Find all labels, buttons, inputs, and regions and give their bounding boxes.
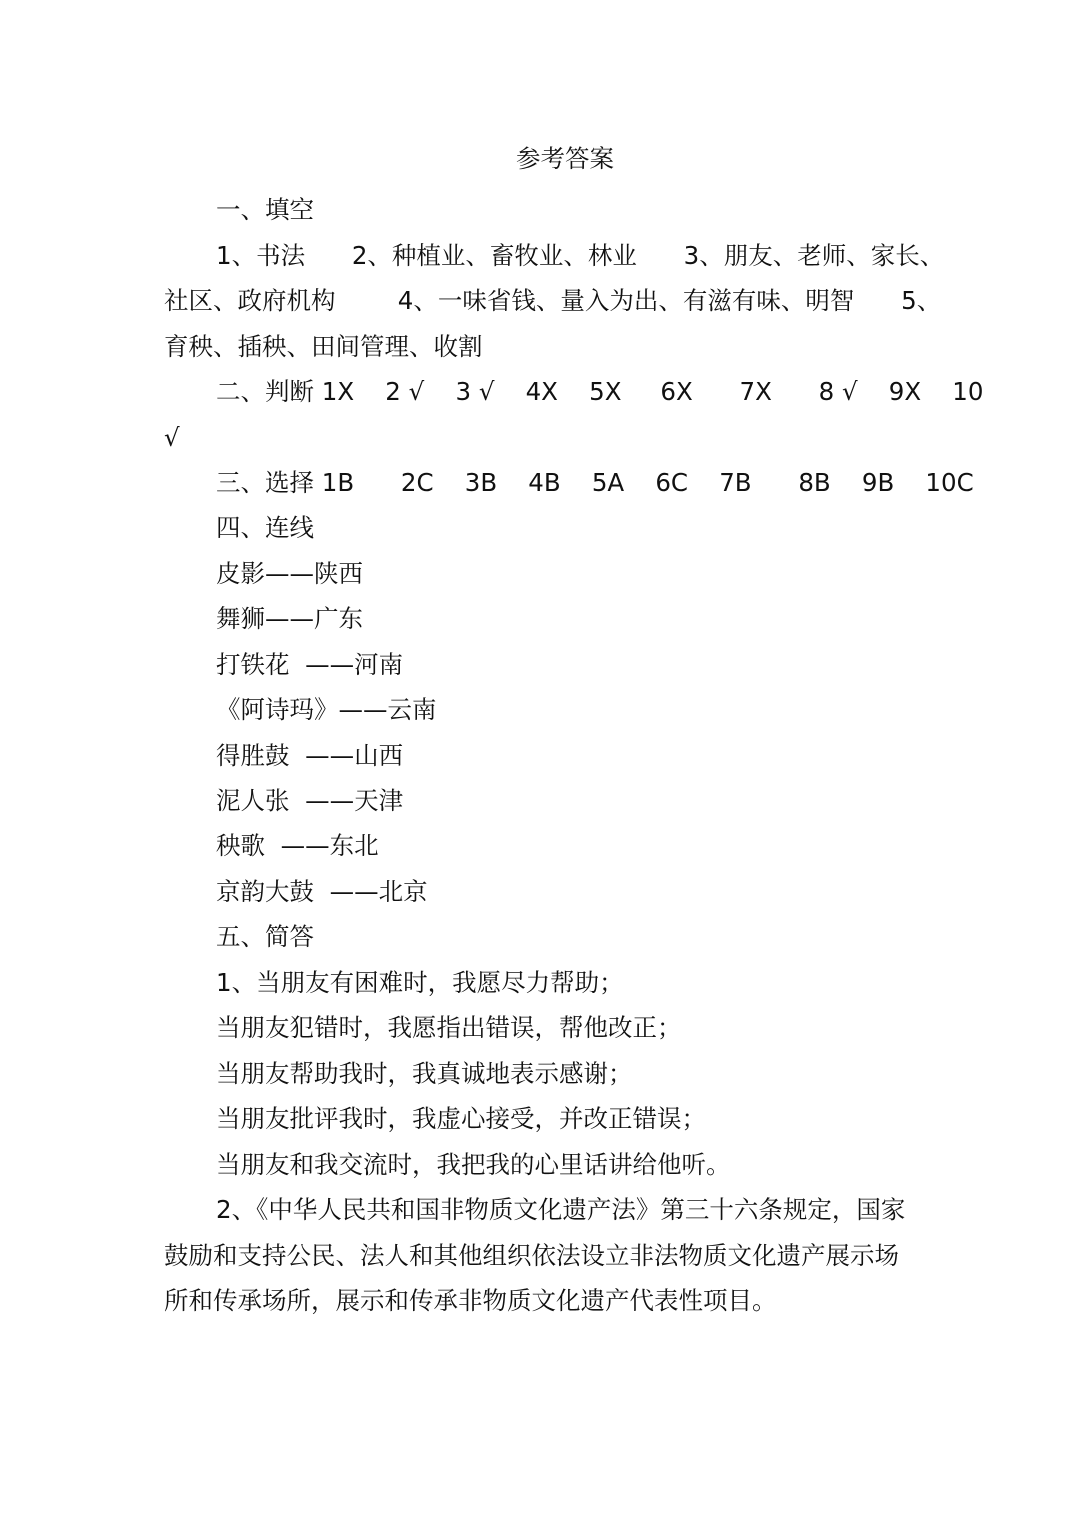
- page-title: 参考答案: [516, 144, 614, 173]
- fill-blank-answer-line: 1、书法 2、种植业、畜牧业、林业 3、朋友、老师、家长、: [216, 241, 945, 270]
- section-short-answer-heading: 五、简答: [216, 922, 314, 951]
- matching-item: 秧歌 ——东北: [216, 831, 379, 860]
- matching-item: 《阿诗玛》——云南: [216, 695, 437, 724]
- choice-answer-line: 三、选择 1B 2C 3B 4B 5A 6C 7B 8B 9B 10C: [216, 468, 974, 497]
- matching-item: 泥人张 ——天津: [216, 786, 404, 815]
- matching-item: 舞狮——广东: [216, 604, 363, 633]
- fill-blank-answer-line: 社区、政府机构 4、一味省钱、量入为出、有滋有味、明智 5、: [164, 286, 942, 315]
- matching-item: 皮影——陕西: [216, 559, 363, 588]
- short-answer-line: 鼓励和支持公民、法人和其他组织依法设立非法物质文化遗产展示场: [164, 1241, 899, 1270]
- short-answer-line: 2、《中华人民共和国非物质文化遗产法》第三十六条规定，国家: [216, 1195, 906, 1224]
- matching-item: 得胜鼓 ——山西: [216, 741, 404, 770]
- matching-item: 京韵大鼓 ——北京: [216, 877, 428, 906]
- fill-blank-answer-line: 育秧、插秧、田间管理、收割: [164, 332, 483, 361]
- short-answer-line: 所和传承场所，展示和传承非物质文化遗产代表性项目。: [164, 1286, 777, 1315]
- short-answer-line: 当朋友和我交流时，我把我的心里话讲给他听。: [216, 1150, 731, 1179]
- short-answer-line: 当朋友犯错时，我愿指出错误，帮他改正；: [216, 1013, 682, 1042]
- short-answer-line: 当朋友批评我时，我虚心接受，并改正错误；: [216, 1104, 706, 1133]
- judge-answer-line: 二、判断 1X 2 √ 3 √ 4X 5X 6X 7X 8 √ 9X 10: [216, 377, 984, 406]
- section-matching-heading: 四、连线: [216, 513, 314, 542]
- short-answer-line: 1、当朋友有困难时，我愿尽力帮助；: [216, 968, 624, 997]
- short-answer-line: 当朋友帮助我时，我真诚地表示感谢；: [216, 1059, 633, 1088]
- matching-item: 打铁花 ——河南: [216, 650, 404, 679]
- section-fill-blank-heading: 一、填空: [216, 195, 314, 224]
- judge-answer-line: √: [164, 423, 180, 452]
